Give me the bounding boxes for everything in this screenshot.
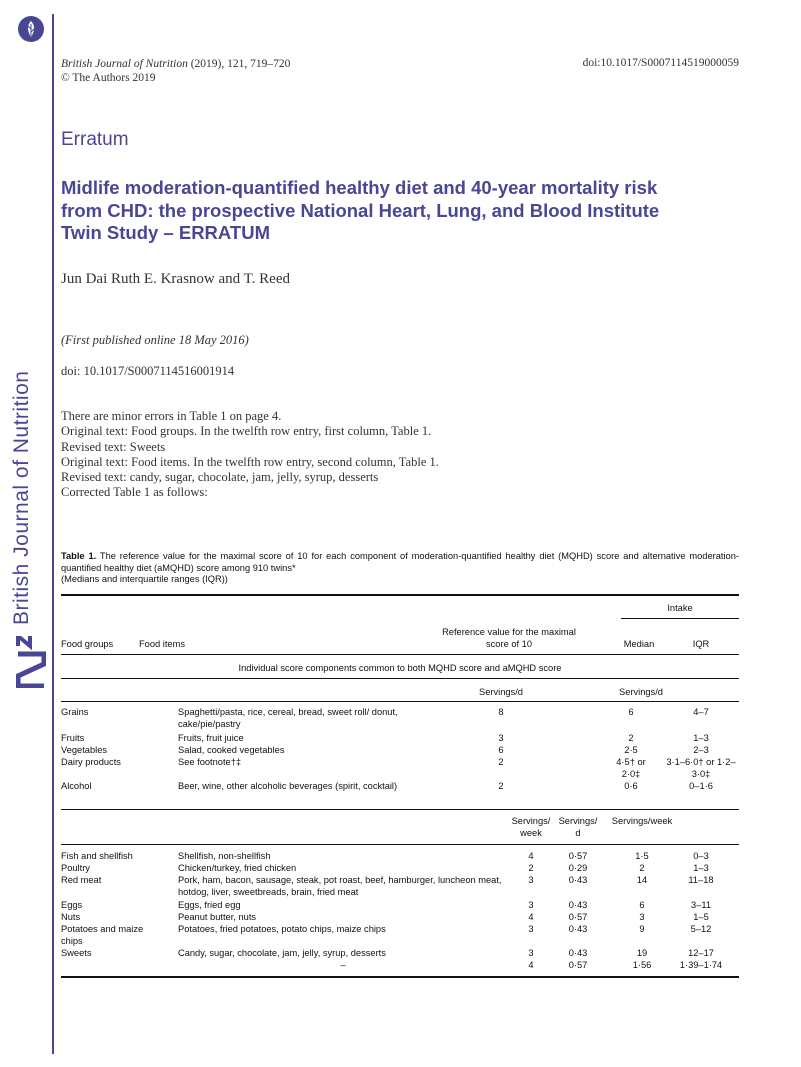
cell-items: Potatoes, fried potatoes, potato chips, maize chips bbox=[178, 924, 386, 934]
cell-week: 3 bbox=[528, 900, 534, 910]
section-components: Individual score components common to both MQHD score and aMQHD score bbox=[238, 663, 562, 673]
cell-week: 3 bbox=[528, 924, 534, 934]
cell-iqr: 0–1·6 bbox=[689, 781, 713, 791]
cell-items: Peanut butter, nuts bbox=[178, 912, 257, 922]
cell-median: 9 bbox=[639, 924, 645, 934]
units-day: Servings/ d bbox=[558, 816, 598, 838]
journal-name: British Journal of Nutrition bbox=[61, 58, 188, 70]
article-doi: doi: 10.1017/S0007114516001914 bbox=[61, 364, 235, 378]
cell-group: Potatoes and maize chips bbox=[61, 924, 144, 946]
header-iqr: IQR bbox=[692, 639, 710, 649]
cell-items: Shellfish, non-shellfish bbox=[178, 851, 271, 861]
nutrition-society-logo-icon bbox=[16, 636, 46, 688]
cell-week: 2 bbox=[528, 863, 534, 873]
cell-day: 0·43 bbox=[568, 900, 588, 910]
cell-median: 2 bbox=[628, 733, 634, 743]
units-intake-week: Servings/week bbox=[611, 816, 673, 826]
journal-volume: (2019), 121, 719–720 bbox=[187, 58, 291, 70]
units-week: Servings/ week bbox=[511, 816, 551, 838]
table-label: Table 1. bbox=[61, 551, 97, 561]
table-rule bbox=[621, 618, 739, 619]
erratum-body bbox=[61, 409, 439, 501]
table-rule bbox=[61, 594, 739, 596]
cell-iqr: 11–18 bbox=[688, 875, 714, 885]
body-line: There are minor errors in Table 1 on page 4. bbox=[61, 409, 282, 423]
body-line: Original text: Food groups. In the twelfth row entry, first column, Table 1. bbox=[61, 424, 432, 439]
header-reference: Reference value for the maximal score of 10 bbox=[442, 627, 576, 649]
cell-week: 3 bbox=[528, 875, 534, 885]
article-title: Midlife moderation-quantified healthy diet and 40-year mortality risk from CHD: the prospective National Heart, Lung, and Blood Institute Twin Study – ERRATUM bbox=[61, 177, 660, 243]
table-caption-sub: (Medians and interquartile ranges (IQR)) bbox=[61, 574, 228, 585]
cell-median: 6 bbox=[628, 707, 634, 717]
publication-date: (First published online 18 May 2016) bbox=[61, 333, 249, 347]
cell-items: Eggs, fried egg bbox=[178, 900, 241, 910]
cell-group: Fish and shellfish bbox=[61, 851, 133, 861]
cell-day: 0·57 bbox=[568, 912, 588, 922]
cell-ref: 2 bbox=[498, 757, 504, 767]
cell-median: 14 bbox=[636, 875, 648, 885]
cell-group: Poultry bbox=[61, 863, 90, 873]
cell-median: 2 bbox=[639, 863, 645, 873]
cell-median: 1·56 bbox=[632, 960, 652, 970]
cell-median: 2·5 bbox=[624, 745, 638, 755]
cell-items: Candy, sugar, chocolate, jam, jelly, syrup, desserts bbox=[178, 948, 386, 958]
cell-group: Grains bbox=[61, 707, 89, 717]
cell-items: Salad, cooked vegetables bbox=[178, 745, 285, 755]
cell-day: 0·43 bbox=[568, 924, 588, 934]
body-line: Revised text: Sweets bbox=[61, 439, 166, 454]
header-food-groups: Food groups bbox=[61, 639, 114, 649]
table-rule bbox=[61, 701, 739, 702]
cell-items: Fruits, fruit juice bbox=[178, 733, 244, 743]
table-rule bbox=[61, 654, 739, 655]
cell-group: Nuts bbox=[61, 912, 81, 922]
cell-ref: 8 bbox=[498, 707, 504, 717]
cell-day: 0·43 bbox=[568, 948, 588, 958]
body-line: Original text: Food items. In the twelfth row entry, second column, Table 1. bbox=[61, 454, 439, 469]
cell-median: 19 bbox=[636, 948, 648, 958]
table-caption-text: The reference value for the maximal score of 10 for each component of moderation-quantified healthy diet (MQHD) score and alternative moderation-quantified healthy diet (aMQHD) score among 910 twins* bbox=[61, 551, 739, 573]
citation-block bbox=[61, 57, 290, 85]
cell-group: Dairy products bbox=[61, 757, 121, 767]
margin-rule bbox=[52, 14, 54, 1054]
table-rule bbox=[61, 678, 739, 679]
cell-median: 1·5 bbox=[635, 851, 649, 861]
copyright: © The Authors 2019 bbox=[61, 72, 156, 84]
cell-group: Eggs bbox=[61, 900, 83, 910]
table-rule bbox=[61, 844, 739, 845]
cambridge-leaf-icon bbox=[18, 16, 44, 42]
section-heading: Erratum bbox=[61, 129, 129, 150]
cell-iqr: 2–3 bbox=[693, 745, 709, 755]
cell-iqr: 1–3 bbox=[693, 733, 709, 743]
cell-week: 4 bbox=[528, 912, 534, 922]
body-line: Corrected Table 1 as follows: bbox=[61, 485, 208, 500]
cell-iqr: 1·39–1·74 bbox=[679, 960, 723, 970]
cell-iqr: 0–3 bbox=[693, 851, 709, 861]
units-intake: Servings/d bbox=[619, 687, 663, 697]
cell-iqr: 1–3 bbox=[693, 863, 709, 873]
cell-median: 3 bbox=[639, 912, 645, 922]
cell-iqr: 1–5 bbox=[693, 912, 709, 922]
cell-items: Beer, wine, other alcoholic beverages (spirit, cocktail) bbox=[178, 781, 398, 791]
cell-week: 3 bbox=[528, 948, 534, 958]
cell-items: Spaghetti/pasta, rice, cereal, bread, sweet roll/ donut, cake/pie/pastry bbox=[178, 707, 398, 729]
table-rule bbox=[61, 809, 739, 810]
cell-iqr: 3·1–6·0† or 1·2–3·0‡ bbox=[666, 757, 736, 779]
cell-median: 4·5† or 2·0‡ bbox=[616, 757, 646, 779]
cell-items: – bbox=[340, 960, 346, 970]
header-food-items: Food items bbox=[139, 639, 185, 649]
cell-group: Red meat bbox=[61, 875, 102, 885]
cell-group: Fruits bbox=[61, 733, 85, 743]
cell-iqr: 5–12 bbox=[690, 924, 712, 934]
cell-items: Pork, ham, bacon, sausage, steak, pot roast, beef, hamburger, luncheon meat, hotdog, liver, sweetbreads, brain, fried meat bbox=[178, 875, 502, 897]
authors: Jun Dai Ruth E. Krasnow and T. Reed bbox=[61, 271, 290, 287]
side-journal-title: British Journal of Nutrition bbox=[10, 370, 33, 625]
cell-iqr: 4–7 bbox=[693, 707, 709, 717]
cell-ref: 2 bbox=[498, 781, 504, 791]
cell-iqr: 12–17 bbox=[688, 948, 714, 958]
cell-day: 0·29 bbox=[568, 863, 588, 873]
cell-group: Sweets bbox=[61, 948, 92, 958]
cell-day: 0·43 bbox=[568, 875, 588, 885]
cell-day: 0·57 bbox=[568, 960, 588, 970]
cell-group: Alcohol bbox=[61, 781, 92, 791]
table-caption bbox=[61, 551, 739, 586]
cell-week: 4 bbox=[528, 960, 534, 970]
body-line: Revised text: candy, sugar, chocolate, jam, jelly, syrup, desserts bbox=[61, 470, 379, 485]
units-ref: Servings/d bbox=[479, 687, 523, 697]
cell-group: Vegetables bbox=[61, 745, 108, 755]
header-intake: Intake bbox=[667, 603, 693, 613]
cell-week: 4 bbox=[528, 851, 534, 861]
header-doi: doi:10.1017/S0007114519000059 bbox=[582, 57, 739, 69]
cell-ref: 3 bbox=[498, 733, 504, 743]
cell-items: Chicken/turkey, fried chicken bbox=[178, 863, 297, 873]
cell-median: 6 bbox=[639, 900, 645, 910]
table-rule bbox=[61, 976, 739, 978]
header-median: Median bbox=[623, 639, 655, 649]
cell-ref: 6 bbox=[498, 745, 504, 755]
cell-iqr: 3–11 bbox=[691, 900, 711, 910]
cell-items: See footnote†‡ bbox=[178, 757, 242, 767]
cell-median: 0·6 bbox=[624, 781, 638, 791]
cell-day: 0·57 bbox=[568, 851, 588, 861]
